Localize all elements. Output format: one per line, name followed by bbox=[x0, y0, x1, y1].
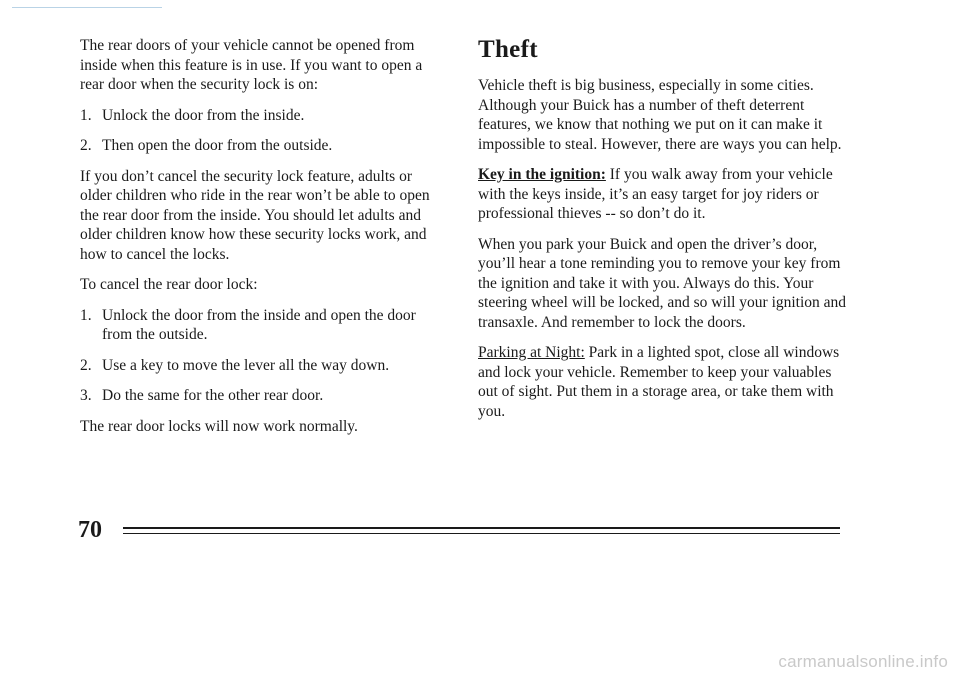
page-number: 70 bbox=[78, 517, 102, 543]
list-item bbox=[80, 386, 442, 406]
top-decorative-line bbox=[12, 7, 162, 8]
key-in-ignition-text: If you walk away from your vehicle with the keys inside, it’s an easy target for joy riders or professional thieves -- so don’t do it. bbox=[478, 166, 833, 222]
key-in-ignition-label: Key in the ignition: bbox=[478, 166, 606, 183]
step-number: 3. bbox=[80, 387, 92, 404]
step-number: 2. bbox=[80, 137, 92, 154]
left-column bbox=[80, 36, 442, 447]
right-column bbox=[478, 36, 850, 432]
step-number: 2. bbox=[80, 356, 92, 374]
step-text: Unlock the door from the inside and open the door from the outside. bbox=[102, 306, 416, 343]
security-lock-intro: The rear doors of your vehicle cannot be opened from inside when this feature is in use. If you want to open a rear door when the security lock is on: bbox=[80, 37, 423, 93]
footer-rule-thick bbox=[123, 527, 840, 529]
key-in-ignition-paragraph bbox=[478, 165, 850, 224]
step-number: 1. bbox=[80, 106, 92, 124]
parking-at-night-paragraph bbox=[478, 343, 850, 421]
list-item bbox=[80, 306, 442, 345]
cancel-lock-steps bbox=[80, 306, 442, 406]
park-reminder-paragraph: When you park your Buick and open the driver’s door, you’ll hear a tone reminding you to remove your key from the ignition and take it with you. Always do this. Your steering wheel will be locked, and so will your ignition and transaxle. And remember to lock the doors. bbox=[478, 235, 847, 331]
footer-rule-thin bbox=[123, 533, 840, 534]
parking-at-night-label: Parking at Night: bbox=[478, 344, 585, 361]
list-item bbox=[80, 106, 442, 126]
step-text: Use a key to move the lever all the way down. bbox=[102, 356, 390, 374]
cancel-lock-intro: To cancel the rear door lock: bbox=[80, 276, 258, 293]
list-item bbox=[80, 136, 442, 156]
step-text: Then open the door from the outside. bbox=[102, 137, 333, 154]
step-text: Do the same for the other rear door. bbox=[102, 387, 324, 404]
parking-at-night-text: Park in a lighted spot, close all windows and lock your vehicle. Remember to keep your valuables out of sight. Put them in a storage area, or take them with you. bbox=[478, 344, 840, 420]
closing-note: The rear door locks will now work normally. bbox=[80, 417, 358, 435]
list-item bbox=[80, 356, 442, 376]
watermark: carmanualsonline.info bbox=[778, 652, 948, 671]
step-number: 1. bbox=[80, 306, 92, 324]
section-heading: Theft bbox=[478, 36, 538, 63]
open-door-steps bbox=[80, 106, 442, 156]
security-lock-warning: If you don’t cancel the security lock feature, adults or older children who ride in the rear won’t be able to open the rear door from the inside. You should let adults and older children know how these security locks work, and how to cancel the locks. bbox=[80, 167, 430, 263]
step-text: Unlock the door from the inside. bbox=[102, 106, 305, 124]
theft-intro: Vehicle theft is big business, especially in some cities. Although your Buick has a number of theft deterrent features, we know that nothing we put on it can make it impossible to steal. However, there are ways you can help. bbox=[478, 77, 842, 153]
page-footer bbox=[78, 515, 840, 545]
